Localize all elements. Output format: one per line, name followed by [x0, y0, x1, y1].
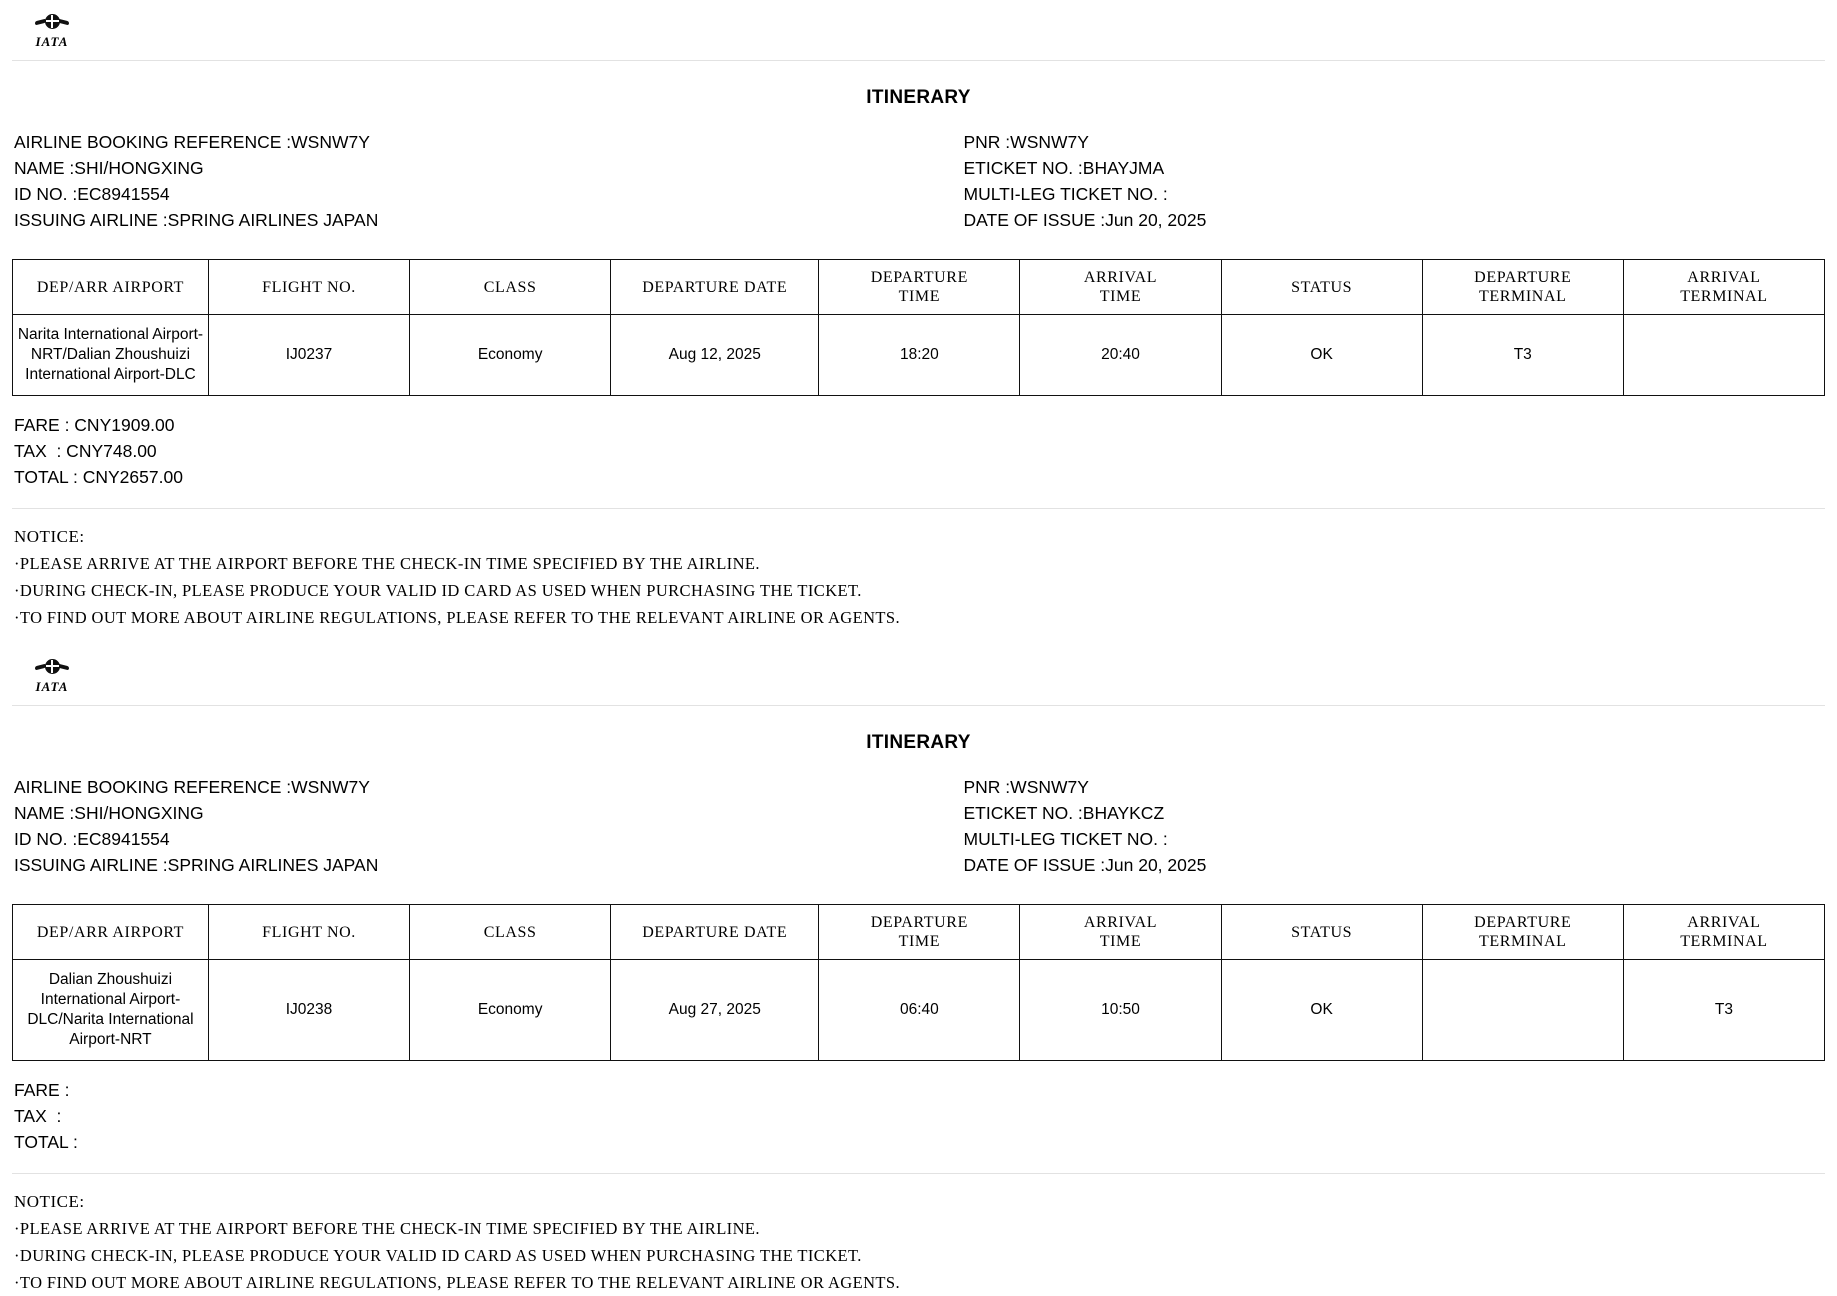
- notice-title: NOTICE:: [14, 1192, 85, 1211]
- cell-class: Economy: [410, 960, 611, 1061]
- cell-departure-date: Aug 27, 2025: [611, 960, 819, 1061]
- notice-line-3: ·TO FIND OUT MORE ABOUT AIRLINE REGULATIONS, PLEASE REFER TO THE RELEVANT AIRLINE OR AGENTS.: [14, 608, 900, 627]
- header-departure-terminal-line2: TERMINAL: [1479, 288, 1567, 305]
- table-header-row: [13, 260, 1825, 315]
- notice-line-3: ·TO FIND OUT MORE ABOUT AIRLINE REGULATIONS, PLEASE REFER TO THE RELEVANT AIRLINE OR AGENTS.: [14, 1273, 900, 1292]
- header-flight-no: FLIGHT NO.: [208, 905, 409, 960]
- header-status: STATUS: [1221, 905, 1422, 960]
- tax-amount: TAX :: [14, 1106, 62, 1126]
- date-of-issue: DATE OF ISSUE :Jun 20, 2025: [963, 210, 1207, 230]
- logo-row: [12, 0, 1825, 61]
- header-departure-terminal-line2: TERMINAL: [1479, 933, 1567, 950]
- header-arrival-time-line2: TIME: [1099, 933, 1142, 950]
- itinerary-block-2: [12, 645, 1825, 1296]
- table-row: [13, 315, 1825, 396]
- cell-arrival-time: 10:50: [1020, 960, 1221, 1061]
- header-arrival-time: [1020, 260, 1221, 315]
- notice-line-1: ·PLEASE ARRIVE AT THE AIRPORT BEFORE THE CHECK-IN TIME SPECIFIED BY THE AIRLINE.: [14, 554, 760, 573]
- passenger-name: NAME :SHI/HONGXING: [14, 803, 204, 823]
- cell-class: Economy: [410, 315, 611, 396]
- header-departure-time-line1: DEPARTURE: [870, 914, 968, 931]
- pnr: PNR :WSNW7Y: [963, 132, 1089, 152]
- header-departure-time-line1: DEPARTURE: [870, 269, 968, 286]
- date-of-issue: DATE OF ISSUE :Jun 20, 2025: [963, 855, 1207, 875]
- table-row: [13, 960, 1825, 1061]
- fare-summary-2: [12, 1061, 1825, 1155]
- fare-summary-1: [12, 396, 1825, 490]
- header-class: CLASS: [410, 260, 611, 315]
- notice-title: NOTICE:: [14, 527, 85, 546]
- cell-flight-no: IJ0237: [208, 315, 409, 396]
- iata-logo-icon: [26, 12, 78, 54]
- multi-leg-ticket-number: MULTI-LEG TICKET NO. :: [963, 829, 1168, 849]
- cell-arrival-terminal: T3: [1623, 960, 1824, 1061]
- cell-status: OK: [1221, 960, 1422, 1061]
- notice-section-2: [12, 1173, 1825, 1296]
- header-status: STATUS: [1221, 260, 1422, 315]
- id-number: ID NO. :EC8941554: [14, 829, 170, 849]
- iata-logo-label: IATA: [35, 679, 69, 694]
- issuing-airline: ISSUING AIRLINE :SPRING AIRLINES JAPAN: [14, 210, 379, 230]
- notice-line-2: ·DURING CHECK-IN, PLEASE PRODUCE YOUR VALID ID CARD AS USED WHEN PURCHASING THE TICKET.: [14, 1246, 862, 1265]
- iata-logo-label: IATA: [35, 34, 69, 49]
- header-arrival-terminal-line1: ARRIVAL: [1687, 914, 1761, 931]
- header-departure-terminal: [1422, 905, 1623, 960]
- header-departure-terminal: [1422, 260, 1623, 315]
- passenger-info-right-1: [920, 129, 1826, 233]
- cell-status: OK: [1221, 315, 1422, 396]
- fare-amount: FARE :: [14, 1080, 70, 1100]
- header-dep-arr-airport: DEP/ARR AIRPORT: [13, 905, 209, 960]
- eticket-number: ETICKET NO. :BHAYKCZ: [963, 803, 1165, 823]
- logo-row-2: [12, 645, 1825, 706]
- cell-flight-no: IJ0238: [208, 960, 409, 1061]
- block-separator: [12, 631, 1825, 645]
- page-title: ITINERARY: [866, 87, 971, 108]
- booking-reference: AIRLINE BOOKING REFERENCE :WSNW7Y: [14, 132, 370, 152]
- header-arrival-terminal-line2: TERMINAL: [1680, 933, 1768, 950]
- total-amount: TOTAL :: [14, 1132, 78, 1152]
- passenger-name: NAME :SHI/HONGXING: [14, 158, 204, 178]
- header-departure-time: [819, 260, 1020, 315]
- header-arrival-terminal-line2: TERMINAL: [1680, 288, 1768, 305]
- header-dep-arr-airport: DEP/ARR AIRPORT: [13, 260, 209, 315]
- header-arrival-terminal-line1: ARRIVAL: [1687, 269, 1761, 286]
- header-departure-terminal-line1: DEPARTURE: [1474, 914, 1572, 931]
- header-departure-date: DEPARTURE DATE: [611, 905, 819, 960]
- total-amount: TOTAL : CNY2657.00: [14, 467, 183, 487]
- header-class: CLASS: [410, 905, 611, 960]
- flight-table-2: [12, 904, 1825, 1061]
- header-departure-date: DEPARTURE DATE: [611, 260, 819, 315]
- cell-arrival-time: 20:40: [1020, 315, 1221, 396]
- passenger-info-left-2: [14, 774, 920, 878]
- pnr: PNR :WSNW7Y: [963, 777, 1089, 797]
- header-departure-time-line2: TIME: [898, 288, 941, 305]
- header-arrival-terminal: [1623, 905, 1824, 960]
- passenger-info-right-2: [920, 774, 1826, 878]
- globe-icon: [37, 657, 67, 679]
- header-departure-terminal-line1: DEPARTURE: [1474, 269, 1572, 286]
- eticket-number: ETICKET NO. :BHAYJMA: [963, 158, 1165, 178]
- header-flight-no: FLIGHT NO.: [208, 260, 409, 315]
- header-departure-time: [819, 905, 1020, 960]
- notice-line-1: ·PLEASE ARRIVE AT THE AIRPORT BEFORE THE CHECK-IN TIME SPECIFIED BY THE AIRLINE.: [14, 1219, 760, 1238]
- cell-departure-terminal: [1422, 960, 1623, 1061]
- issuing-airline: ISSUING AIRLINE :SPRING AIRLINES JAPAN: [14, 855, 379, 875]
- booking-reference: AIRLINE BOOKING REFERENCE :WSNW7Y: [14, 777, 370, 797]
- id-number: ID NO. :EC8941554: [14, 184, 170, 204]
- cell-dep-arr-airport: Narita International Airport-NRT/Dalian Zhoushuizi International Airport-DLC: [13, 315, 209, 396]
- header-arrival-time-line2: TIME: [1099, 288, 1142, 305]
- notice-line-2: ·DURING CHECK-IN, PLEASE PRODUCE YOUR VALID ID CARD AS USED WHEN PURCHASING THE TICKET.: [14, 581, 862, 600]
- cell-departure-date: Aug 12, 2025: [611, 315, 819, 396]
- passenger-info-grid-1: [12, 129, 1825, 233]
- notice-section-1: [12, 508, 1825, 631]
- tax-amount: TAX : CNY748.00: [14, 441, 157, 461]
- passenger-info-grid-2: [12, 774, 1825, 878]
- header-departure-time-line2: TIME: [898, 933, 941, 950]
- cell-departure-time: 06:40: [819, 960, 1020, 1061]
- page-title-2: ITINERARY: [866, 732, 971, 753]
- cell-arrival-terminal: [1623, 315, 1824, 396]
- passenger-info-left-1: [14, 129, 920, 233]
- globe-icon: [37, 12, 67, 34]
- header-arrival-time-line1: ARRIVAL: [1083, 269, 1158, 286]
- iata-logo-icon: [26, 657, 78, 699]
- header-arrival-time-line1: ARRIVAL: [1083, 914, 1158, 931]
- cell-departure-terminal: T3: [1422, 315, 1623, 396]
- itinerary-block-1: [12, 0, 1825, 631]
- header-arrival-time: [1020, 905, 1221, 960]
- table-header-row: [13, 905, 1825, 960]
- cell-departure-time: 18:20: [819, 315, 1020, 396]
- cell-dep-arr-airport: Dalian Zhoushuizi International Airport-DLC/Narita International Airport-NRT: [13, 960, 209, 1061]
- fare-amount: FARE : CNY1909.00: [14, 415, 175, 435]
- multi-leg-ticket-number: MULTI-LEG TICKET NO. :: [963, 184, 1168, 204]
- flight-table-1: [12, 259, 1825, 396]
- header-arrival-terminal: [1623, 260, 1824, 315]
